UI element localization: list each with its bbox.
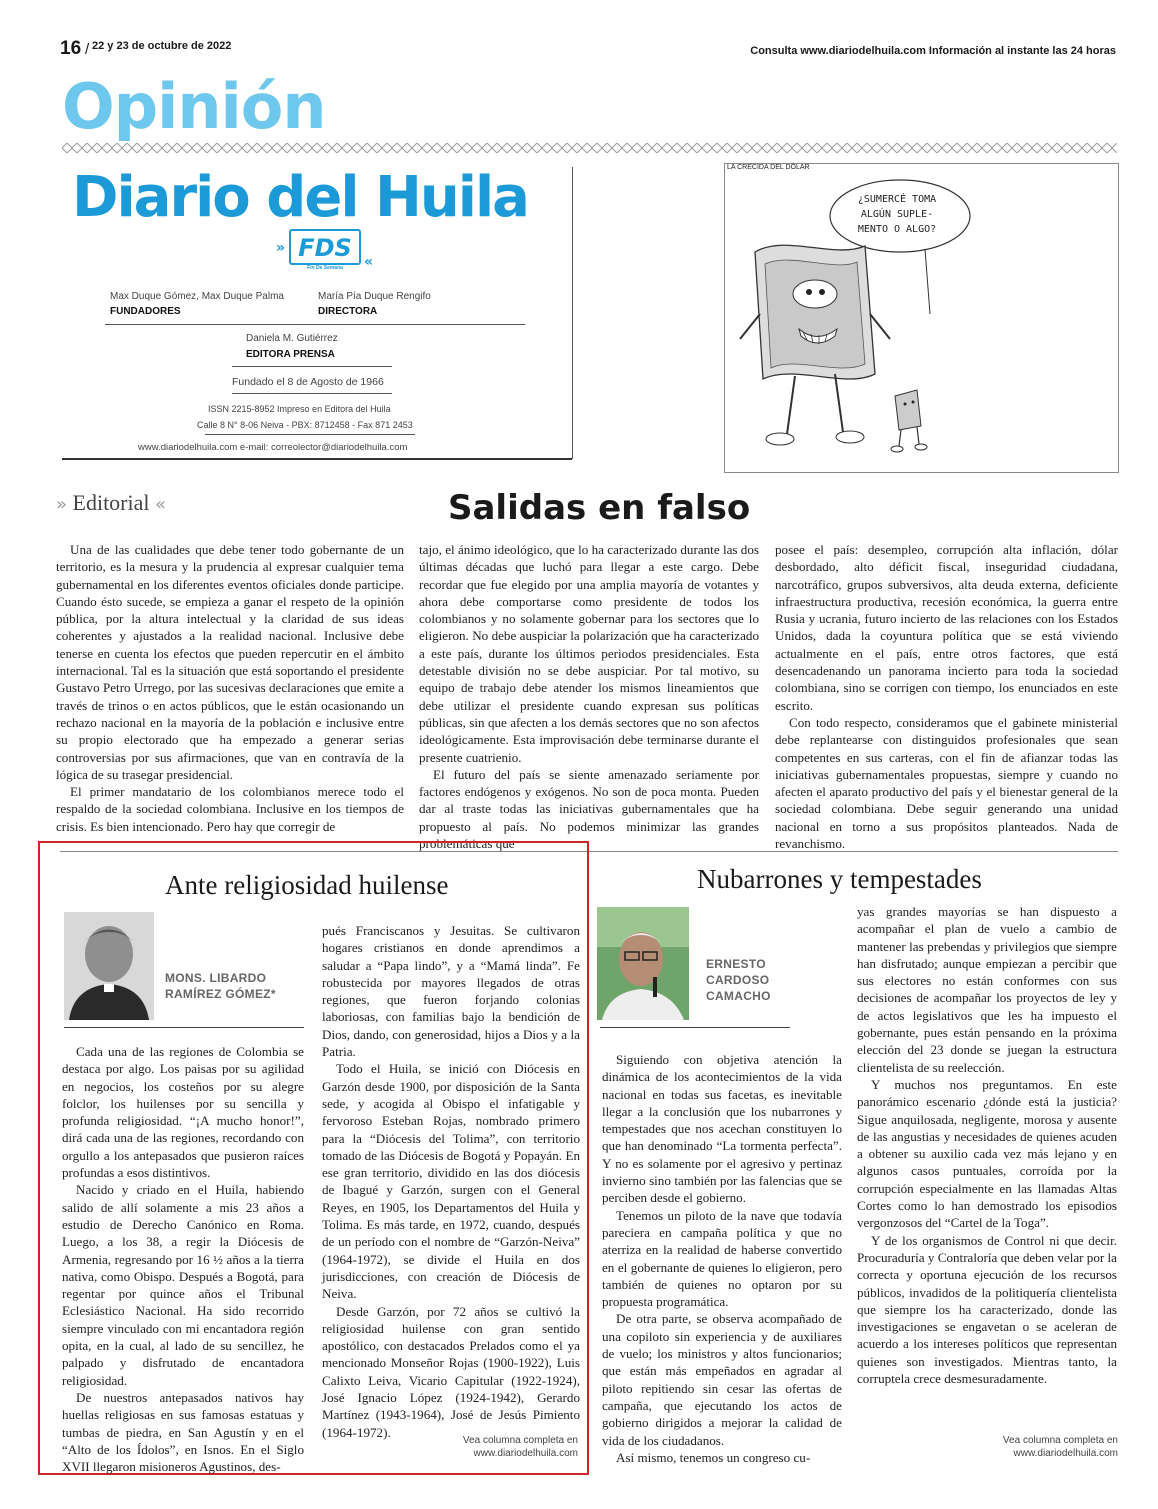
divider	[600, 1027, 790, 1028]
paragraph: Nacido y criado en el Huila, habiendo salido de allí solamente a mis 23 años a estudio de Derecho Canónico en Roma. Luego, a los 38, a regir la Diócesis de Armenia, regresando por 16 ½ años a la tierra nativa, como Obispo. Después a Bogotá, para regentar por quince años el Tribunal Eclesiástico Nacional. Ha sido recorrido siempre vinculado con mi encantadora región opita, en la cual, al lado de su sencillez, he palpado y disfrutado de encantadora religiosidad.	[62, 1182, 304, 1388]
editorial-kicker: » Editorial «	[56, 490, 167, 515]
paragraph: Así mismo, tenemos un congreso cu-	[616, 1449, 811, 1465]
svg-text:«: «	[364, 254, 374, 270]
editorial-column-2	[419, 541, 759, 852]
paragraph: De nuestros antepasados nativos hay huellas religiosas en sus famosas estatuas y tumbas de piedra, en San Agustín y en el “Alto de los Ídolos”, en Isnos. En el Siglo XVII llegaron misioneros Agustinos, des-	[62, 1389, 304, 1475]
page-date: 22 y 23 de octubre de 2022	[92, 40, 232, 52]
article-title: Nubarrones y tempestades	[697, 864, 982, 894]
svg-text:ALGÚN SUPLE-: ALGÚN SUPLE-	[860, 209, 934, 220]
svg-text:¿SUMERCÉ TOMA: ¿SUMERCÉ TOMA	[857, 194, 937, 205]
article-column-1	[602, 1051, 842, 1466]
svg-text:MENTO O ALGO?: MENTO O ALGO?	[857, 224, 937, 235]
paragraph: Desde Garzón, por 72 años se cultivó la religiosidad huilense con gran sentido apostólico, con destacados Prelados como el ya mencionado Monseñor Rojas (1900-1922), Luis Calixto Leiva, Vicario Capitular (1922-1924), José Ignacio López (1924-1942), Gerardo Martínez (1943-1964), José de Jesús Pimiento (1964-1972).	[322, 1303, 580, 1440]
website-notice: Consulta www.diariodelhuila.com Información al instante las 24 horas	[750, 45, 1116, 57]
paragraph: Todo el Huila, se inició con Diócesis en Garzón desde 1900, por disposición de la Santa sede, y acogida al Obispo el infatigable y fervoroso Esteban Rojas, nombrado primero para la “Diócesis del Tolima”, con territorio tomado de las Diócesis de Bogotá y Popayán. En ese gran territorio, dividido en las dos diócesis de Ibagué y Garzón, surgen con el General Reyes, en 1905, los Departamentos del Huila y Tolima. Es más tarde, en 1972, cuando, después de un período con el nombre de “Garzón-Neiva” (1964-1972), se divide el Huila en dos jurisdicciones, con creación de Diócesis de Neiva.	[322, 1061, 580, 1302]
svg-text:FDS: FDS	[298, 234, 352, 262]
fds-logo	[274, 228, 384, 272]
author-name: MONS. LIBARDO RAMÍREZ GÓMEZ*	[165, 971, 276, 1001]
cartoon-drawing	[725, 164, 1120, 474]
divider	[64, 1027, 304, 1028]
founders-names: Max Duque Gómez, Max Duque Palma	[110, 291, 284, 302]
paragraph: El futuro del país se siente amenazado seriamente por factores endógenos y exógenos. No son de poca monta. Pueden dar al traste todas las iniciativas gubernamentales que ha propuesto al país. No podemos minimizar las grandes problemáticas que	[419, 766, 759, 852]
divider	[232, 366, 392, 367]
paragraph: pués Franciscanos y Jesuitas. Se cultivaron hogares cristianos en donde aprendimos a saludar a “Papa lindo”, y a “Mamá linda”. Fe robustecida por mayores llegados de otras regiones, que fueron forjando colonias laboriosas, con familias bajo la bendición de Dios, dando, con generosidad, hijos a Dios y a la Patria.	[322, 923, 580, 1060]
article-column-2	[857, 903, 1117, 1387]
paragraph: Tenemos un piloto de la nave que todavía pareciera en campaña política y que no aterriza en la realidad de haberse convertido en el gobernante de quienes lo eligieron, pero también de quienes no optaron por su propuesta programática.	[602, 1207, 842, 1310]
cartoon-caption: LA CRECIDA DEL DÓLAR	[727, 164, 810, 171]
editorial-title: Salidas en falso	[448, 488, 751, 528]
read-more-note: Vea columna completa en www.diariodelhuila.com	[1002, 1435, 1118, 1459]
author-name: ERNESTO CARDOSO CAMACHO	[706, 957, 771, 1003]
divider	[62, 458, 572, 460]
director-name: María Pía Duque Rengifo	[318, 291, 431, 302]
paragraph: yas grandes mayorías se han dispuesto a acompañar el plan de vuelo a cambio de mantener las prebendas y privilegios que siempre han disfrutado; aunque empiezan a percibir que sus electores no están conformes con sus decisiones de acompañar los proyectos de ley y de actos legislativos que les ha impuesto el gobernante, pues están pensando en la próxima elección del 23 donde se juegan la estructura clientelista de su reelección.	[857, 904, 1117, 1075]
chevrons-right-icon: »	[56, 494, 68, 515]
author-photo	[597, 907, 689, 1020]
divider	[105, 324, 525, 325]
paragraph: tajo, el ánimo ideológico, que lo ha caracterizado durante las dos últimas décadas que luchó para llegar a este cargo. Debe recordar que fue elegido por una amplia mayoría de votantes y ahora debe comportarse como presidente de todos los colombianos y no solamente gobernar para los sectores que lo eligieron. No debe auspiciar la polarización que ha caracterizado a este país, durante los últimos periodos presidenciales. Esta detestable división no se debe auspiciar. Por tal motivo, su equipo de trabajo debe atender los mismos lineamientos que debe utilizar el presidente cuando expresan sus políticas públicas, sin que afecten a los demás sectores que no son afectos ideológicamente. Esta improvisación debe terminarse durante el presente cuatrienio.	[419, 542, 759, 765]
editor-role: EDITORA PRENSA	[246, 349, 335, 360]
svg-text:Fin De Semana: Fin De Semana	[307, 265, 343, 271]
divider	[572, 167, 573, 459]
paragraph: Cada una de las regiones de Colombia se destaca por algo. Los paisas por su agilidad en negocios, los costeños por su alegre folclor, los huilenses por su sencilla y profunda religiosidad. “¡A mucho honor!”, dirá cada una de las regiones, recordando con orgullo a los antepasados que pusieron raíces profundas a esos distintivos.	[62, 1044, 304, 1181]
editor-name: Daniela M. Gutiérrez	[246, 333, 338, 344]
founded-date: Fundado el 8 de Agosto de 1966	[232, 376, 384, 388]
paragraph: Siguiendo con objetiva atención la dinámica de los acontecimientos de la vida nacional en todas sus facetas, es inevitable llegar a la conclusión que los nubarrones y tempestades que nos acechan constituyen lo que han denominado “La tormenta perfecta”. Y no es solamente por el agresivo y pertinaz invierno sino también por las falencias que se perciben desde el gobierno.	[602, 1052, 842, 1206]
editorial-column-3	[775, 541, 1118, 852]
address-info: Calle 8 N° 8-06 Neiva - PBX: 8712458 - Fax 871 2453	[197, 420, 413, 430]
cartoon	[724, 163, 1119, 473]
divider	[232, 393, 392, 394]
article-column-1	[62, 1043, 304, 1475]
paragraph: Y muchos nos preguntamos. En este panorámico escenario ¿dónde está la justicia? Sigue anquilosada, negligente, morosa y ausente de las angustias y necesidades de quienes acuden a obtener su auxilio cada vez más lejano y en algunos casos puntuales, corroída por la corrupción especialmente en las llamadas Altas Cortes como lo han demostrado los episodios vergonzosos del “Cartel de la Toga”.	[857, 1076, 1117, 1231]
founders-role: FUNDADORES	[110, 306, 181, 317]
section-title: Opinión	[62, 70, 326, 143]
paragraph: Con todo respecto, consideramos que el gabinete ministerial debe replantearse con distinguidos profesionales que sean competentes en sus carteras, con el fin de afianzar todas las iniciativas gubernamentales propuestas, siempre y cuando no afecten el aparato productivo del país y el bienestar general de la sociedad colombiana. Debe seguir generando una unidad nacional en torno a sus propósitos planteados. Nada de revanchismo.	[775, 714, 1118, 852]
svg-text:»: »	[276, 240, 286, 256]
read-more-note: Vea columna completa en www.diariodelhuila.com	[462, 1435, 578, 1459]
contact-info: www.diariodelhuila.com e-mail: correolector@diariodelhuila.com	[138, 442, 408, 453]
paragraph: El primer mandatario de los colombianos merece todo el respaldo de la sociedad colombiana. Inclusive en los tiempos de crisis. Es bien intencionado. Pero hay que corregir de	[56, 784, 404, 834]
director-role: DIRECTORA	[318, 306, 378, 317]
paragraph: Y de los organismos de Control ni que decir. Procuraduría y Contraloría que deben velar por la correcta y oportuna ejecución de los recursos públicos, invadidos de la politiquería clientelista que siempre los ha caracterizado, donde las investigaciones se engavetan o se aceleran de acuerdo a los intereses políticos que representan quienes son investigados. Mientras tanto, la corruptela crece desmesuradamente.	[857, 1232, 1117, 1387]
divider	[205, 434, 415, 435]
editorial-column-1	[56, 541, 404, 835]
chevrons-left-icon: «	[155, 494, 167, 515]
article-title: Ante religiosidad huilense	[165, 870, 449, 900]
paragraph: De otra parte, se observa acompañado de una copiloto sin experiencia y de auxiliares de vuelo; los ministros y altos funcionarios; que están más empeñados en agradar al piloto repitiendo sin cesar las ofertas de campaña, que ejecutando los actos de gobierno dirigidos a mejorar la calidad de vida de los ciudadanos.	[602, 1311, 842, 1448]
issn-info: ISSN 2215-8952 Impreso en Editora del Huila	[208, 404, 391, 414]
paragraph: Una de las cualidades que debe tener todo gobernante de un territorio, es la mesura y la prudencia al expresar cualquier tema gubernamental en los diferentes eventos oficiales donde participe. Cuando ésto sucede, se empieza a ganar el respeto de la opinión pública, por la altura intelectual y la claridad de sus ideas coherentes y ajustados a la realidad nacional. Inclusive debe tenerse en cuenta los efectos que pueden repercutir en el ámbito internacional. Tal es la situación que está soportando el presidente Gustavo Petro Urrego, por las sucesivas declaraciones que emite a través de trinos o en actos públicos, que le están ocasionando un rechazo nacional en la mayoría de la población e inclusive entre su propio electorado que ha empezado a generar serias controversias por sus afirmaciones, que van en contravía de la lógica de su trasegar presidencial.	[56, 542, 404, 782]
decorative-border	[62, 143, 1117, 153]
article-column-2	[322, 922, 580, 1441]
paragraph: posee el país: desempleo, corrupción alta inflación, dólar desbordado, alto déficit fiscal, inseguridad ciudadana, narcotráfico, grupos subversivos, alta deuda externa, deficiente infraestructura productiva, recesión económica, la guerra entre Rusia y ucrania, futuro incierto de las relaciones con los Estados Unidos, dada la coyuntura política que se está viviendo actualmente en el país, entre otros factores, que está desencadenando un panorama incierto para toda la sociedad colombiana, sino se corrigen con tiempo, los enunciados en este escrito.	[775, 542, 1118, 713]
author-photo	[64, 912, 154, 1020]
page-number: 16 /	[60, 38, 90, 59]
masthead-logo: Diario del Huila	[72, 165, 528, 230]
